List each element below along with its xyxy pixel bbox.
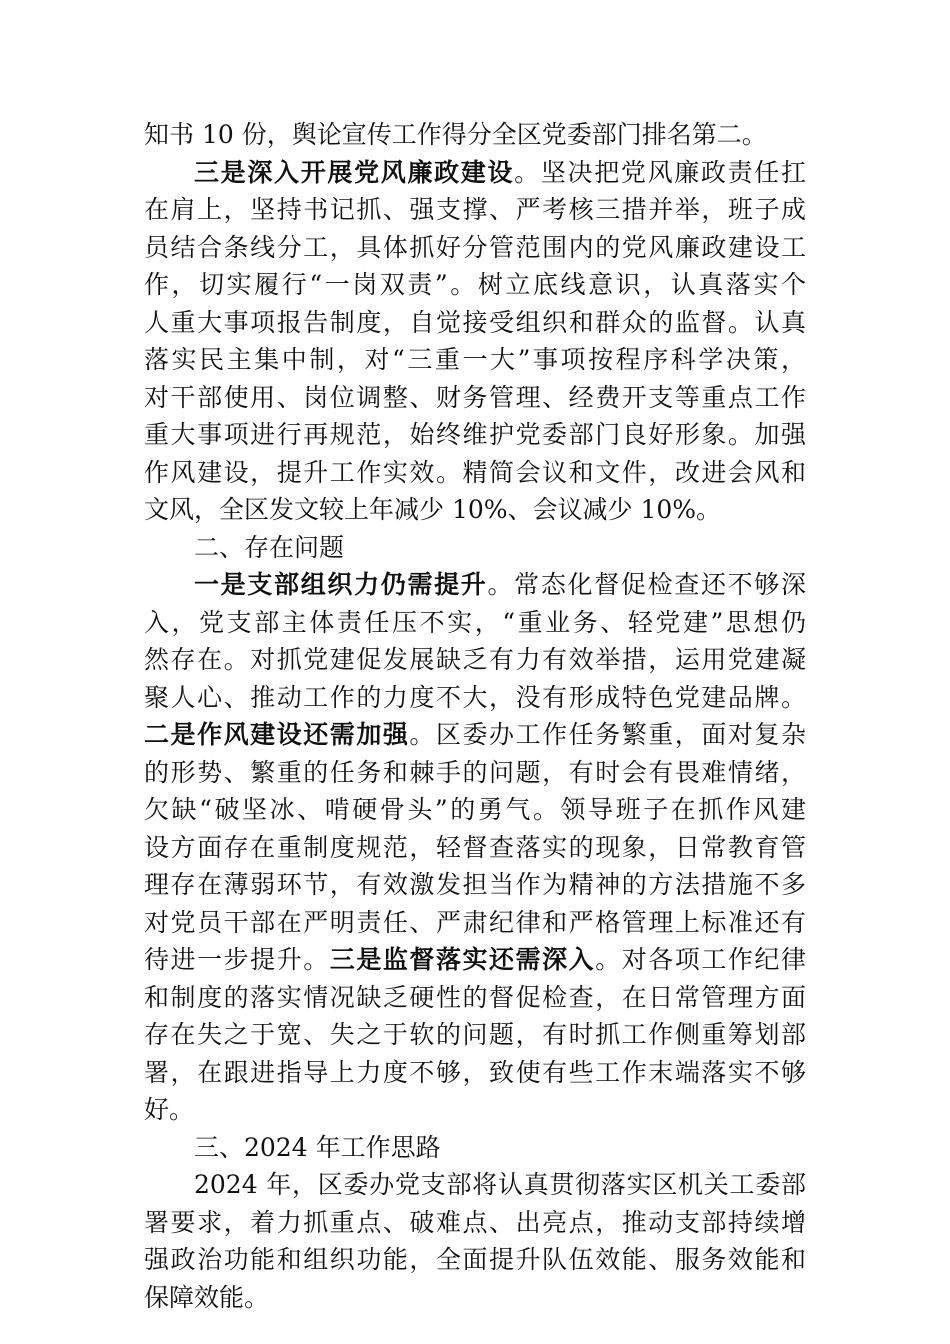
text-segment: 对党员干部在严明责任、严肃纪律和严格管理上标准还有 xyxy=(144,907,806,937)
text-line xyxy=(144,1054,806,1092)
section-heading xyxy=(144,529,806,567)
text-segment: 理存在薄弱环节，有效激发担当作为精神的方法措施不多 xyxy=(144,870,806,899)
text-line xyxy=(144,454,806,492)
text-segment: 欠缺“破坚冰、啃硬骨头”的勇气。领导班子在抓作风建 xyxy=(144,795,806,824)
text-segment: 重大事项进行再规范，始终维护党委部门良好形象。加强 xyxy=(144,420,806,449)
text-segment: 作，切实履行“一岗双责”。树立底线意识，认真落实个 xyxy=(144,270,806,299)
text-segment: 好。 xyxy=(144,1095,195,1124)
text-segment: 然存在。对抓党建促发展缺乏有力有效举措，运用党建凝 xyxy=(144,645,806,674)
text-segment: 人重大事项报告制度，自觉接受组织和群众的监督。认真 xyxy=(144,307,806,337)
text-segment: 员结合条线分工，具体抓好分管范围内的党风廉政建设工 xyxy=(144,232,806,262)
text-line xyxy=(144,716,806,754)
text-segment: 在肩上，坚持书记抓、强支撑、严考核三措并举，班子成 xyxy=(144,195,806,224)
text-segment: 存在失之于宽、失之于软的问题，有时抓工作侧重筹划部 xyxy=(144,1020,806,1049)
text-segment: 对干部使用、岗位调整、财务管理、经费开支等重点工作 xyxy=(144,382,806,412)
text-line xyxy=(144,379,806,417)
text-line xyxy=(144,1241,806,1279)
text-segment: 和制度的落实情况缺乏硬性的督促检查，在日常管理方面 xyxy=(144,982,806,1012)
bold-lead-phrase: 一是支部组织力仍需提升 xyxy=(194,570,488,599)
text-line xyxy=(144,416,806,454)
text-line xyxy=(144,866,806,904)
text-segment: 作风建设，提升工作实效。精简会议和文件，改进会风和 xyxy=(144,457,806,487)
section-heading xyxy=(144,1129,806,1167)
text-line xyxy=(144,641,806,679)
text-line xyxy=(144,1091,806,1129)
text-line xyxy=(144,904,806,942)
bold-lead-phrase: 二是作风建设还需加强 xyxy=(144,720,410,749)
text-segment: 。区委办工作任务繁重，面对复杂 xyxy=(409,720,806,749)
text-segment: 署，在跟进指导上力度不够，致使有些工作末端落实不够 xyxy=(144,1057,806,1087)
document-body xyxy=(144,116,806,1316)
text-line xyxy=(144,1279,806,1317)
text-segment: 三、2024 年工作思路 xyxy=(194,1132,441,1162)
text-line xyxy=(144,679,806,717)
text-line xyxy=(144,604,806,642)
bold-lead-phrase: 三是监督落实还需深入 xyxy=(329,945,596,974)
text-line xyxy=(144,791,806,829)
text-line xyxy=(144,229,806,267)
text-segment: 二、存在问题 xyxy=(194,532,345,562)
text-segment: 保障效能。 xyxy=(144,1282,270,1312)
text-segment: 入，党支部主体责任压不实，“重业务、轻党建”思想仍 xyxy=(144,607,806,637)
text-line xyxy=(144,341,806,379)
text-segment: 落实民主集中制，对“三重一大”事项按程序科学决策， xyxy=(144,345,806,374)
text-segment: 署要求，着力抓重点、破难点、出亮点，推动支部持续增 xyxy=(144,1207,806,1237)
text-line xyxy=(144,566,806,604)
text-line xyxy=(144,266,806,304)
text-line xyxy=(144,1166,806,1204)
text-segment: 的形势、繁重的任务和棘手的问题，有时会有畏难情绪， xyxy=(144,757,806,787)
text-line xyxy=(144,491,806,529)
text-line xyxy=(144,979,806,1017)
text-line xyxy=(144,829,806,867)
text-line xyxy=(144,1016,806,1054)
text-segment: 。坚决把党风廉政责任扛 xyxy=(514,157,806,187)
text-segment: 强政治功能和组织功能，全面提升队伍效能、服务效能和 xyxy=(144,1245,806,1274)
text-segment: 待进一步提升。 xyxy=(144,945,330,974)
text-segment: 文风，全区发文较上年减少 10%、会议减少 10%。 xyxy=(144,495,722,524)
text-segment: 。对各项工作纪律 xyxy=(595,945,806,974)
text-line xyxy=(144,941,806,979)
text-line xyxy=(144,154,806,192)
text-segment: 。常态化督促检查还不够深 xyxy=(487,570,806,599)
text-line xyxy=(144,754,806,792)
text-segment: 设方面存在重制度规范，轻督查落实的现象，日常教育管 xyxy=(144,832,806,862)
text-line xyxy=(144,191,806,229)
bold-lead-phrase: 三是深入开展党风廉政建设 xyxy=(194,157,515,187)
text-segment: 2024 年，区委办党支部将认真贯彻落实区机关工委部 xyxy=(194,1170,806,1199)
text-segment: 聚人心、推动工作的力度不大，没有形成特色党建品牌。 xyxy=(144,682,806,712)
text-line xyxy=(144,116,806,154)
text-line xyxy=(144,304,806,342)
text-line xyxy=(144,1204,806,1242)
text-segment: 知书 10 份，舆论宣传工作得分全区党委部门排名第二。 xyxy=(144,120,767,149)
